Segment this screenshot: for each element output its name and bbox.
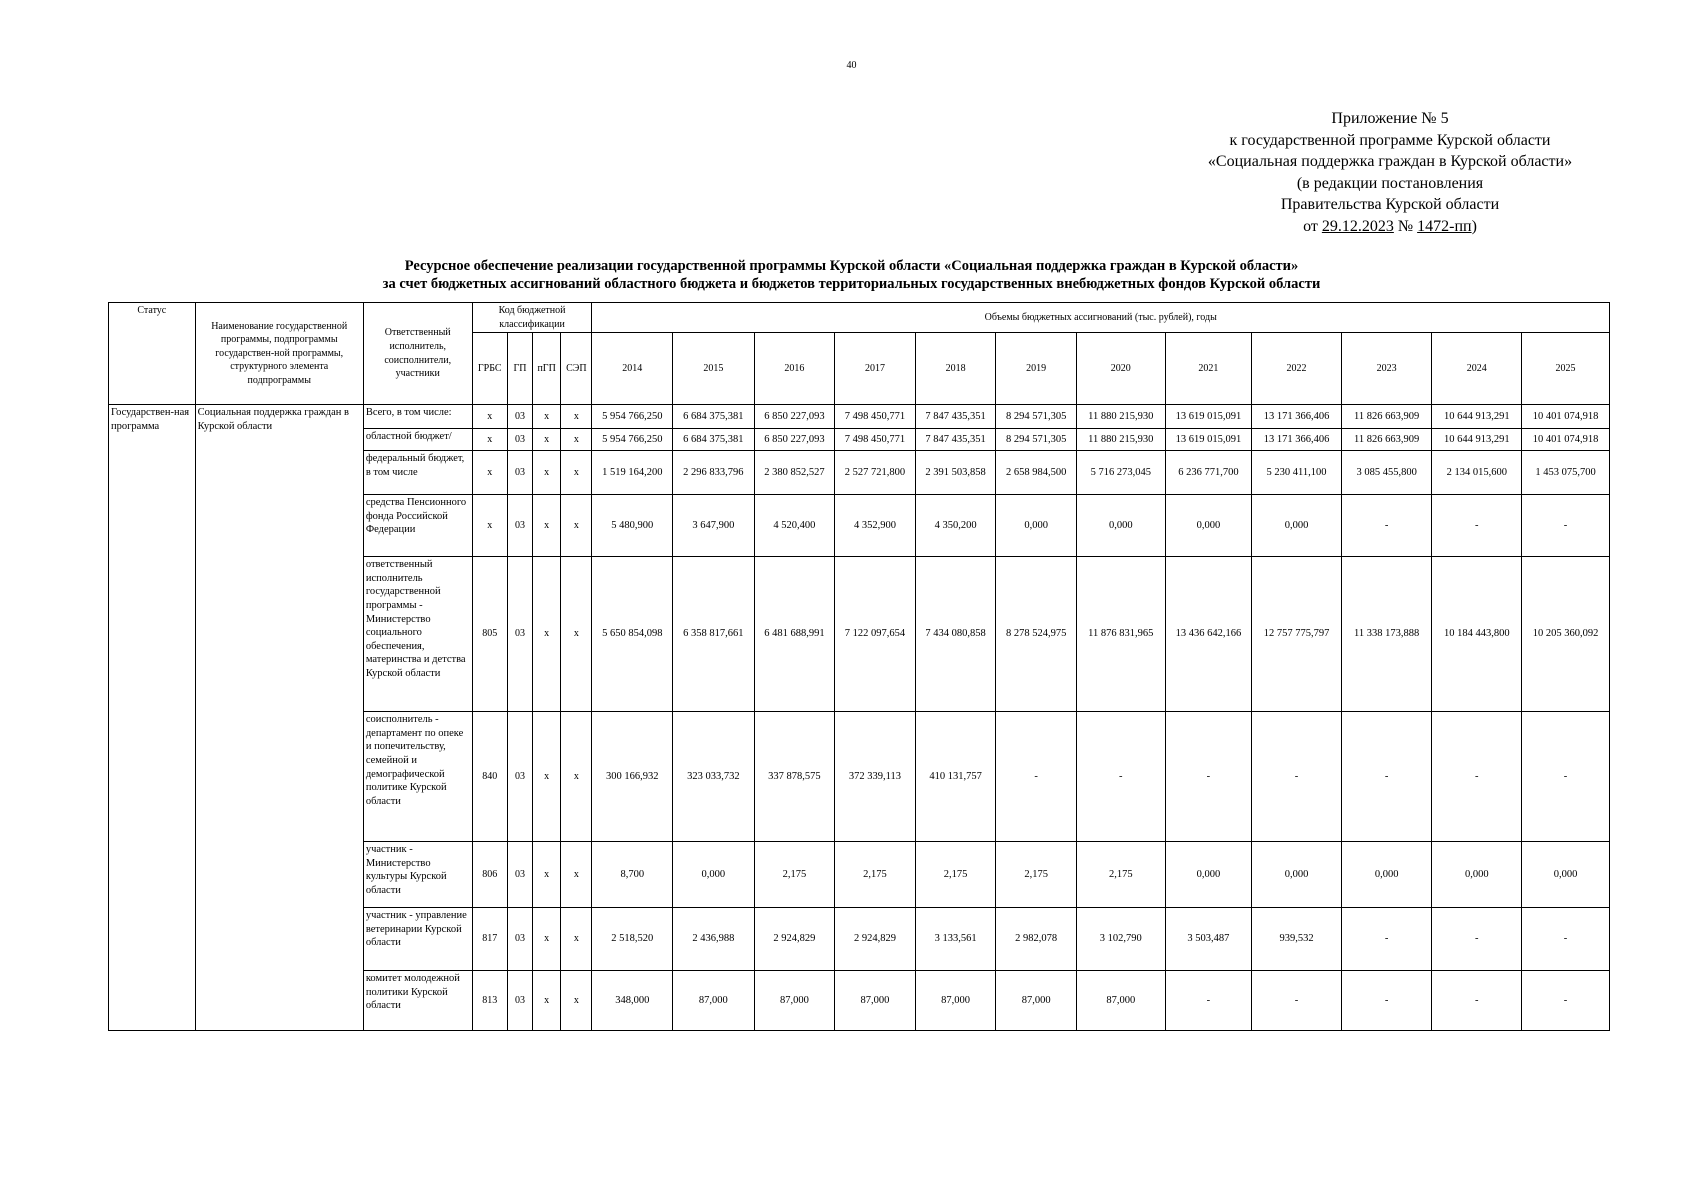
code-cell: 03 xyxy=(507,908,532,971)
value-cell: - xyxy=(1341,712,1432,842)
value-cell: - xyxy=(1522,971,1610,1031)
table-header xyxy=(109,303,1610,405)
code-cell: х xyxy=(561,557,592,712)
value-cell: 6 684 375,381 xyxy=(673,405,755,429)
value-cell: 0,000 xyxy=(996,495,1077,557)
value-cell: 939,532 xyxy=(1252,908,1342,971)
header-year: 2025 xyxy=(1522,333,1610,405)
code-cell: х xyxy=(472,451,507,495)
value-cell: 10 644 913,291 xyxy=(1432,405,1522,429)
value-cell: 87,000 xyxy=(915,971,996,1031)
value-cell: - xyxy=(1432,495,1522,557)
code-cell: 03 xyxy=(507,429,532,451)
code-cell: х xyxy=(561,908,592,971)
code-cell: х xyxy=(472,495,507,557)
value-cell: - xyxy=(1341,908,1432,971)
code-cell: 03 xyxy=(507,405,532,429)
value-cell: 1 453 075,700 xyxy=(1522,451,1610,495)
executor-cell: комитет молодежной политики Курской области xyxy=(363,971,472,1031)
value-cell: 13 436 642,166 xyxy=(1165,557,1252,712)
value-cell: 5 650 854,098 xyxy=(592,557,673,712)
value-cell: 2 134 015,600 xyxy=(1432,451,1522,495)
executor-cell: соисполнитель - департамент по опеке и попечительству, семейной и демографической политике Курской области xyxy=(363,712,472,842)
code-cell: 805 xyxy=(472,557,507,712)
header-volumes: Объемы бюджетных ассигнований (тыс. рублей), годы xyxy=(592,303,1610,333)
value-cell: 0,000 xyxy=(1165,495,1252,557)
code-cell: х xyxy=(561,971,592,1031)
value-cell: 410 131,757 xyxy=(915,712,996,842)
value-cell: 0,000 xyxy=(1252,842,1342,908)
value-cell: 1 519 164,200 xyxy=(592,451,673,495)
value-cell: 3 102,790 xyxy=(1076,908,1165,971)
code-cell: х xyxy=(533,908,561,971)
header-year: 2020 xyxy=(1076,333,1165,405)
value-cell: - xyxy=(1252,971,1342,1031)
header-budget-code: Код бюджетной классификации xyxy=(472,303,592,333)
value-cell: 13 171 366,406 xyxy=(1252,405,1342,429)
value-cell: - xyxy=(1522,495,1610,557)
value-cell: 5 954 766,250 xyxy=(592,429,673,451)
value-cell: - xyxy=(1432,712,1522,842)
value-cell: 87,000 xyxy=(835,971,916,1031)
value-cell: - xyxy=(996,712,1077,842)
budget-table xyxy=(108,302,1610,1031)
value-cell: 12 757 775,797 xyxy=(1252,557,1342,712)
value-cell: 0,000 xyxy=(1076,495,1165,557)
code-cell: х xyxy=(533,451,561,495)
value-cell: - xyxy=(1341,495,1432,557)
value-cell: 4 352,900 xyxy=(835,495,916,557)
executor-cell: федеральный бюджет, в том числе xyxy=(363,451,472,495)
program-name-cell: Социальная поддержка граждан в Курской области xyxy=(195,405,363,1031)
value-cell: 0,000 xyxy=(1252,495,1342,557)
value-cell: - xyxy=(1252,712,1342,842)
appendix-line: «Социальная поддержка граждан в Курской области» xyxy=(1207,153,1573,170)
code-cell: 840 xyxy=(472,712,507,842)
value-cell: 10 401 074,918 xyxy=(1522,405,1610,429)
header-year: 2018 xyxy=(915,333,996,405)
value-cell: 4 350,200 xyxy=(915,495,996,557)
value-cell: 87,000 xyxy=(754,971,835,1031)
value-cell: - xyxy=(1076,712,1165,842)
value-cell: 2 924,829 xyxy=(835,908,916,971)
value-cell: 5 230 411,100 xyxy=(1252,451,1342,495)
appendix-line: (в редакции постановления xyxy=(1296,174,1484,192)
value-cell: 7 498 450,771 xyxy=(835,429,916,451)
value-cell: 7 434 080,858 xyxy=(915,557,996,712)
code-cell: 03 xyxy=(507,712,532,842)
appendix-line: к государственной программе Курской области xyxy=(1229,131,1551,149)
value-cell: 348,000 xyxy=(592,971,673,1031)
value-cell: 7 847 435,351 xyxy=(915,405,996,429)
header-year: 2023 xyxy=(1341,333,1432,405)
code-cell: 03 xyxy=(507,971,532,1031)
value-cell: 8 294 571,305 xyxy=(996,429,1077,451)
value-cell: 4 520,400 xyxy=(754,495,835,557)
value-cell: 2 296 833,796 xyxy=(673,451,755,495)
page-number: 40 xyxy=(846,60,857,71)
code-cell: х xyxy=(561,429,592,451)
value-cell: 13 619 015,091 xyxy=(1165,405,1252,429)
value-cell: 0,000 xyxy=(1522,842,1610,908)
value-cell: 3 503,487 xyxy=(1165,908,1252,971)
resolution-number: 1472-пп xyxy=(1417,217,1472,235)
value-cell: 323 033,732 xyxy=(673,712,755,842)
header-year: 2019 xyxy=(996,333,1077,405)
document-title xyxy=(0,257,1703,293)
code-cell: 03 xyxy=(507,495,532,557)
value-cell: 0,000 xyxy=(1165,842,1252,908)
value-cell: 10 644 913,291 xyxy=(1432,429,1522,451)
value-cell: 8,700 xyxy=(592,842,673,908)
resolution-date: 29.12.2023 xyxy=(1321,217,1394,235)
header-status: Статус xyxy=(109,303,196,405)
value-cell: 300 166,932 xyxy=(592,712,673,842)
value-cell: 2,175 xyxy=(915,842,996,908)
code-cell: х xyxy=(533,712,561,842)
value-cell: 13 619 015,091 xyxy=(1165,429,1252,451)
value-cell: 7 122 097,654 xyxy=(835,557,916,712)
value-cell: 2 527 721,800 xyxy=(835,451,916,495)
code-cell: х xyxy=(472,405,507,429)
code-cell: х xyxy=(561,712,592,842)
value-cell: 10 184 443,800 xyxy=(1432,557,1522,712)
value-cell: 87,000 xyxy=(673,971,755,1031)
value-cell: 7 498 450,771 xyxy=(835,405,916,429)
document-title-line: Ресурсное обеспечение реализации государственной программы Курской области «Социальная поддержка граждан в Курской области» xyxy=(404,258,1299,274)
value-cell: 3 085 455,800 xyxy=(1341,451,1432,495)
header-executor: Ответственный исполнитель, соисполнители, участники xyxy=(363,303,472,405)
value-cell: 2 924,829 xyxy=(754,908,835,971)
code-cell: 817 xyxy=(472,908,507,971)
value-cell: 10 401 074,918 xyxy=(1522,429,1610,451)
header-year: 2022 xyxy=(1252,333,1342,405)
code-cell: 03 xyxy=(507,451,532,495)
header-year: 2015 xyxy=(673,333,755,405)
value-cell: 11 876 831,965 xyxy=(1076,557,1165,712)
value-cell: 2 380 852,527 xyxy=(754,451,835,495)
code-cell: х xyxy=(533,557,561,712)
code-cell: х xyxy=(561,451,592,495)
value-cell: 11 826 663,909 xyxy=(1341,429,1432,451)
value-cell: 2,175 xyxy=(835,842,916,908)
value-cell: 11 826 663,909 xyxy=(1341,405,1432,429)
value-cell: 2 391 503,858 xyxy=(915,451,996,495)
code-cell: х xyxy=(533,495,561,557)
header-year: 2024 xyxy=(1432,333,1522,405)
value-cell: 87,000 xyxy=(1076,971,1165,1031)
executor-cell: ответственный исполнитель государственной программы - Министерство социального обеспечения, материнства и детства Курской области xyxy=(363,557,472,712)
code-cell: 03 xyxy=(507,842,532,908)
appendix-header xyxy=(1150,108,1630,237)
value-cell: 6 236 771,700 xyxy=(1165,451,1252,495)
value-cell: 2,175 xyxy=(996,842,1077,908)
value-cell: 7 847 435,351 xyxy=(915,429,996,451)
value-cell: - xyxy=(1432,971,1522,1031)
header-name: Наименование государственной программы, подпрограммы государствен-ной программы, структурного элемента подпрограммы xyxy=(195,303,363,405)
value-cell: 0,000 xyxy=(1432,842,1522,908)
value-cell: 3 133,561 xyxy=(915,908,996,971)
value-cell: 2,175 xyxy=(754,842,835,908)
code-cell: 813 xyxy=(472,971,507,1031)
value-cell: 2 982,078 xyxy=(996,908,1077,971)
header-code-col: СЭП xyxy=(561,333,592,405)
header-year: 2017 xyxy=(835,333,916,405)
executor-cell: средства Пенсионного фонда Российской Федерации xyxy=(363,495,472,557)
header-code-col: ГРБС xyxy=(472,333,507,405)
code-cell: 03 xyxy=(507,557,532,712)
appendix-date-line: от 29.12.2023 № 1472-пп) xyxy=(1303,217,1477,235)
value-cell: 3 647,900 xyxy=(673,495,755,557)
value-cell: 6 684 375,381 xyxy=(673,429,755,451)
value-cell: 2,175 xyxy=(1076,842,1165,908)
value-cell: 8 294 571,305 xyxy=(996,405,1077,429)
code-cell: х xyxy=(533,971,561,1031)
code-cell: х xyxy=(561,405,592,429)
value-cell: 337 878,575 xyxy=(754,712,835,842)
table-body xyxy=(109,405,1610,1031)
table-row xyxy=(109,405,1610,429)
code-cell: х xyxy=(533,842,561,908)
value-cell: 11 338 173,888 xyxy=(1341,557,1432,712)
value-cell: 6 850 227,093 xyxy=(754,429,835,451)
value-cell: - xyxy=(1522,712,1610,842)
value-cell: 8 278 524,975 xyxy=(996,557,1077,712)
header-code-col: пГП xyxy=(533,333,561,405)
value-cell: 87,000 xyxy=(996,971,1077,1031)
code-cell: х xyxy=(472,429,507,451)
value-cell: 2 518,520 xyxy=(592,908,673,971)
value-cell: 6 481 688,991 xyxy=(754,557,835,712)
executor-cell: областной бюджет/ xyxy=(363,429,472,451)
value-cell: - xyxy=(1432,908,1522,971)
executor-cell: Всего, в том числе: xyxy=(363,405,472,429)
value-cell: 13 171 366,406 xyxy=(1252,429,1342,451)
executor-cell: участник - Министерство культуры Курской области xyxy=(363,842,472,908)
value-cell: 10 205 360,092 xyxy=(1522,557,1610,712)
code-cell: х xyxy=(561,495,592,557)
header-year: 2016 xyxy=(754,333,835,405)
header-year: 2014 xyxy=(592,333,673,405)
appendix-line: Приложение № 5 xyxy=(1331,110,1449,127)
value-cell: 2 436,988 xyxy=(673,908,755,971)
value-cell: 5 716 273,045 xyxy=(1076,451,1165,495)
value-cell: 6 850 227,093 xyxy=(754,405,835,429)
value-cell: - xyxy=(1165,712,1252,842)
value-cell: 2 658 984,500 xyxy=(996,451,1077,495)
code-cell: 806 xyxy=(472,842,507,908)
status-cell: Государствен-ная программа xyxy=(109,405,196,1031)
value-cell: 11 880 215,930 xyxy=(1076,405,1165,429)
executor-cell: участник - управление ветеринарии Курской области xyxy=(363,908,472,971)
value-cell: 372 339,113 xyxy=(835,712,916,842)
value-cell: 0,000 xyxy=(1341,842,1432,908)
code-cell: х xyxy=(561,842,592,908)
value-cell: - xyxy=(1522,908,1610,971)
document-title-line: за счет бюджетных ассигнований областного бюджета и бюджетов территориальных государственных внебюджетных фондов Курской области xyxy=(382,276,1321,292)
value-cell: 5 480,900 xyxy=(592,495,673,557)
value-cell: - xyxy=(1165,971,1252,1031)
appendix-line: Правительства Курской области xyxy=(1280,196,1500,213)
value-cell: 0,000 xyxy=(673,842,755,908)
value-cell: - xyxy=(1341,971,1432,1031)
value-cell: 5 954 766,250 xyxy=(592,405,673,429)
code-cell: х xyxy=(533,405,561,429)
code-cell: х xyxy=(533,429,561,451)
value-cell: 11 880 215,930 xyxy=(1076,429,1165,451)
value-cell: 6 358 817,661 xyxy=(673,557,755,712)
header-code-col: ГП xyxy=(507,333,532,405)
header-year: 2021 xyxy=(1165,333,1252,405)
